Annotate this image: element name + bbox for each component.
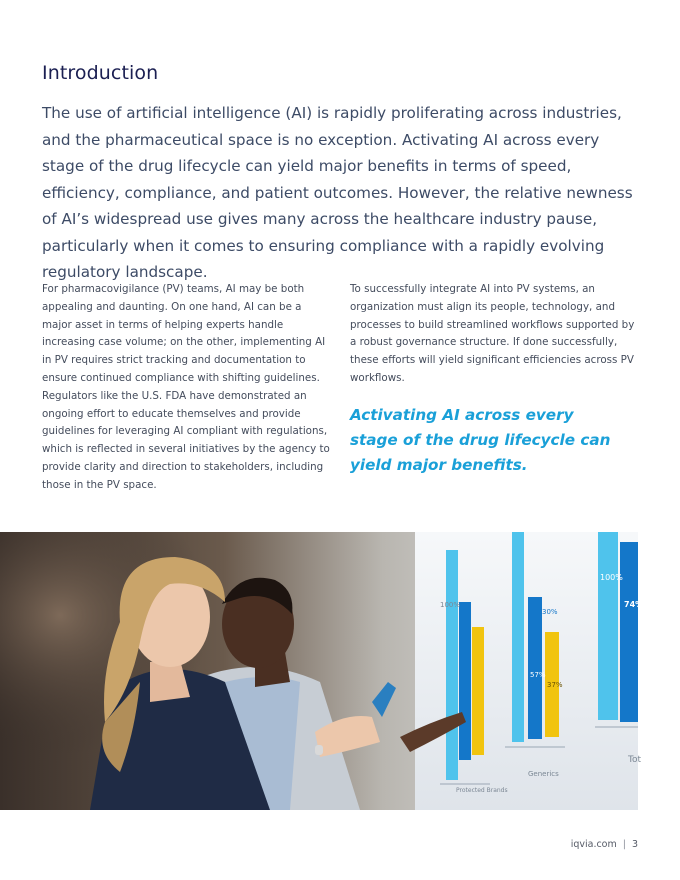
footer-site-link[interactable]: iqvia.com: [570, 839, 617, 850]
pull-quote: Activating AI across every stage of the drug lifecycle can yield major benefits.: [350, 406, 611, 474]
screen-label: Protected Brands: [456, 787, 508, 794]
intro-lead-paragraph: The use of artificial intelligence (AI) is rapidly proliferating across industries, and the pharmaceutical space is no exception. Activating AI across every stage of the drug lifecycle can yield major benefits in terms of speed, efficiency, compliance, and patient outcomes. However, the relative newness of AI’s widespread use gives many across the healthcare industry pause, particularly when it comes to ensuring compliance with a rapidly evolving regulatory landscape.: [42, 104, 633, 281]
body-column-left: For pharmacovigilance (PV) teams, AI may be both appealing and daunting. On one hand, AI can be a major asset in terms of helping experts handle increasing case volume; on the other, implementing AI in PV requires strict tracking and documentation to ensure continued compliance with shifting guidelines. Regulators like the U.S. FDA have demonstrated an ongoing effort to educate themselves and provide guidelines for leveraging AI compliant with regulations, which is reflected in several initiatives by the agency to provide clarity and direction to stakeholders, including those in the PV space.: [42, 283, 330, 491]
screen-label: 57%: [530, 671, 546, 679]
section-heading: Introduction: [42, 62, 159, 84]
body-column-right: To successfully integrate AI into PV systems, an organization must align its people, technology, and processes to build streamlined workflows supported by a robust governance structure. If done successfully, these efforts will yield significant efficiencies across PV workflows.: [350, 283, 635, 384]
page-number: 3: [631, 839, 638, 850]
screen-label: 100%: [600, 573, 623, 582]
footer-separator: |: [622, 839, 626, 850]
screen-label: 74%: [624, 600, 644, 609]
page-footer: [571, 839, 638, 850]
screen-label: 100%: [440, 601, 461, 609]
screen-label: Generics: [528, 770, 559, 778]
screen-label: Tot: [628, 755, 642, 765]
screen-label: 30%: [542, 608, 558, 616]
screen-label: 37%: [547, 681, 563, 689]
hero-photo: [0, 532, 644, 810]
